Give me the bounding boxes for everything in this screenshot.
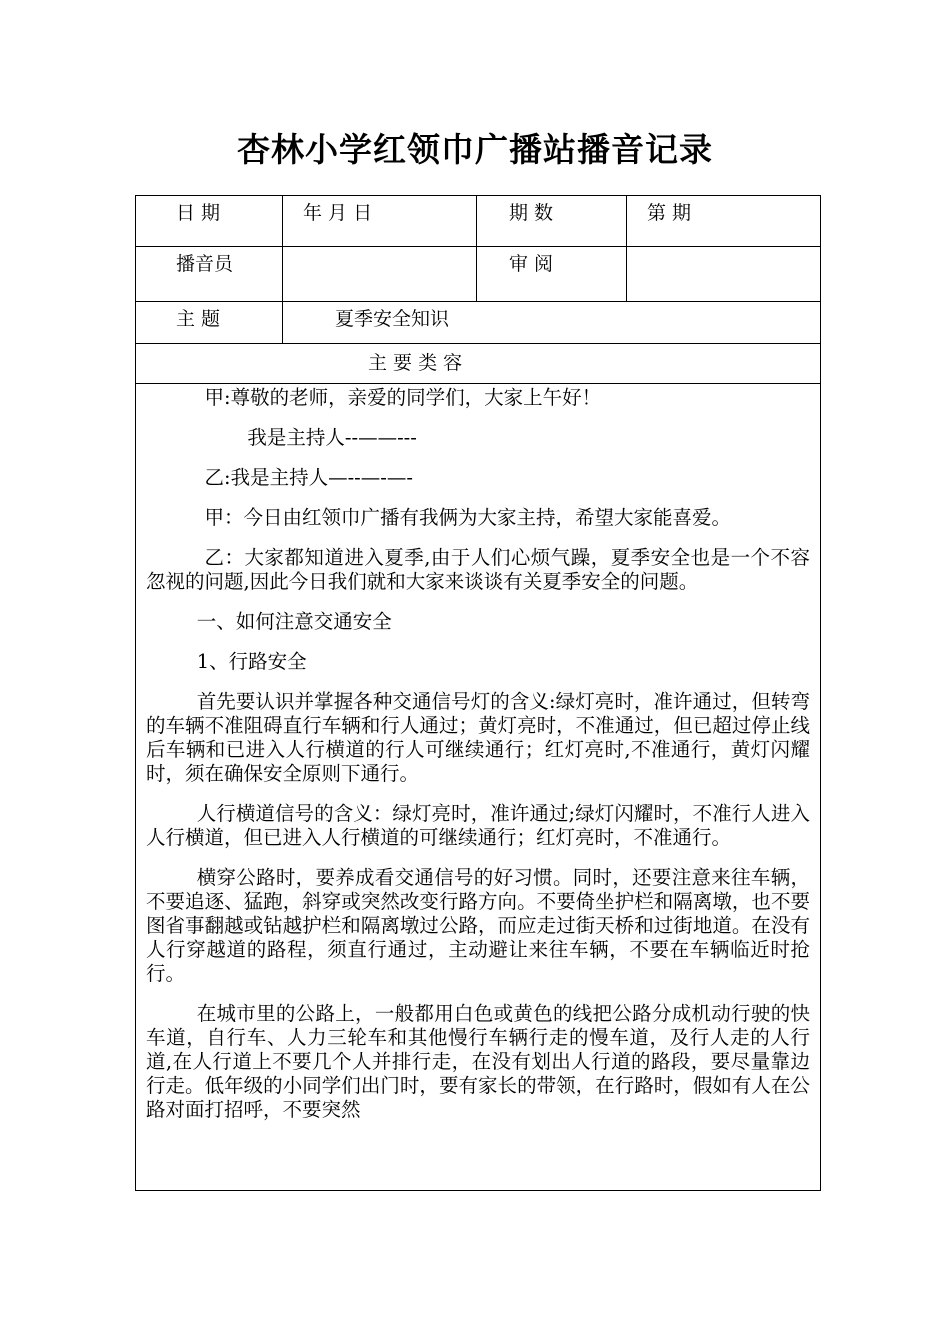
broadcast-record-table: [135, 195, 821, 1191]
topic-label-cell: [136, 302, 283, 344]
topic-label: 主 题: [176, 308, 221, 330]
content-body: [136, 384, 820, 1190]
content-paragraph: 横穿公路时，要养成看交通信号的好习惯。同时，还要注意来往车辆，不要追逐、猛跑，斜穿或突然改变行路方向。不要倚坐护栏和隔离墩，也不要图省事翻越或钻越护栏和隔离墩过公路，而应走过街天桥和过街地道。在没有人行穿越道的路程，须直行通过，主动避让来往车辆，不要在车辆临近时抢行。: [146, 866, 810, 985]
content-paragraph: 人行横道信号的含义：绿灯亮时，准许通过;绿灯闪耀时，不准行人进入人行横道，但已进入人行横道的可继续通行；红灯亮时，不准通行。: [146, 802, 810, 849]
review-label-cell: [477, 247, 627, 302]
issue-label: 期 数: [509, 202, 554, 224]
date-value-cell[interactable]: [283, 196, 477, 247]
date-label: 日 期: [176, 202, 221, 224]
content-header-cell: [136, 344, 821, 384]
content-paragraph: 甲：今日由红领巾广播有我俩为大家主持，希望大家能喜爱。: [204, 506, 732, 529]
topic-value-cell[interactable]: [283, 302, 821, 344]
content-paragraph: 一、如何注意交通安全: [196, 610, 392, 633]
content-paragraph: 乙:我是主持人—--—-—-: [204, 466, 413, 489]
content-paragraph: 在城市里的公路上，一般都用白色或黄色的线把公路分成机动行驶的快车道，自行车、人力三轮车和其他慢行车辆行走的慢车道，及行人走的人行道,在人行道上不要几个人并排行走，在没有划出人行道的路段，要尽量靠边行走。低年级的小同学们出门时，要有家长的带领，在行路时，假如有人在公路对面打招呼，不要突然: [146, 1002, 810, 1121]
issue-value-cell[interactable]: [627, 196, 821, 247]
announcer-label: 播音员: [176, 253, 234, 275]
issue-label-cell: [477, 196, 627, 247]
content-cell: [136, 384, 821, 1191]
review-value: [627, 247, 820, 251]
content-paragraph: 1、行路安全: [196, 650, 307, 673]
content-header: 主 要 类 容: [368, 352, 463, 374]
topic-value: 夏季安全知识: [335, 308, 450, 330]
announcer-value: [283, 247, 476, 251]
issue-value: 第 期: [647, 202, 692, 224]
content-paragraph: 乙：大家都知道进入夏季,由于人们心烦气躁，夏季安全也是一个不容忽视的问题,因此今日我们就和大家来谈谈有关夏季安全的问题。: [146, 546, 810, 593]
review-value-cell[interactable]: [627, 247, 821, 302]
date-value: 年 月 日: [303, 202, 373, 224]
content-paragraph: 甲:尊敬的老师，亲爱的同学们，大家上午好！: [204, 386, 602, 409]
content-paragraph: 首先要认识并掌握各种交通信号灯的含义:绿灯亮时，准许通过，但转弯的车辆不准阻碍直行车辆和行人通过；黄灯亮时，不准通过，但已超过停止线后车辆和已进入人行横道的行人可继续通行；红灯亮时,不准通行，黄灯闪耀时，须在确保安全原则下通行。: [146, 690, 810, 785]
announcer-label-cell: [136, 247, 283, 302]
date-label-cell: [136, 196, 283, 247]
content-paragraph: 我是主持人--——---: [247, 426, 417, 449]
page-title: 杏林小学红领巾广播站播音记录: [237, 130, 713, 169]
announcer-value-cell[interactable]: [283, 247, 477, 302]
review-label: 审 阅: [509, 253, 554, 275]
